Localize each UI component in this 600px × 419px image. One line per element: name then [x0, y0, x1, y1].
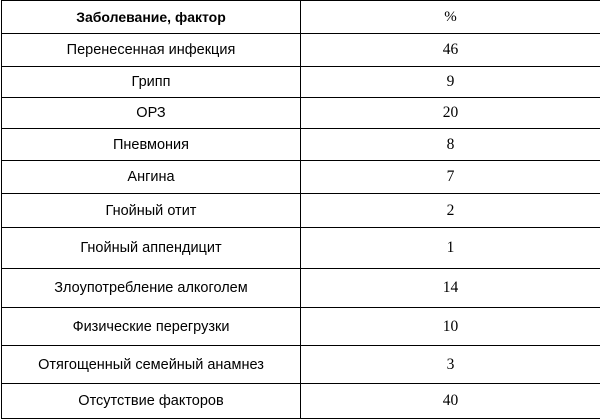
row-label: Пневмония [2, 129, 301, 161]
row-value: 46 [301, 34, 600, 67]
row-value: 14 [301, 269, 600, 308]
row-value: 3 [301, 346, 600, 384]
row-label: Физические перегрузки [2, 308, 301, 346]
table-body [2, 34, 600, 419]
row-value: 40 [301, 384, 600, 419]
table-header [2, 1, 600, 34]
table-row [2, 67, 600, 98]
header-percent: % [301, 1, 600, 34]
table-row [2, 346, 600, 384]
row-label: ОРЗ [2, 98, 301, 129]
row-value: 9 [301, 67, 600, 98]
table-row [2, 228, 600, 269]
row-value: 7 [301, 161, 600, 194]
table-row [2, 129, 600, 161]
row-label: Отсутствие факторов [2, 384, 301, 419]
row-label: Гнойный отит [2, 194, 301, 228]
table-row [2, 34, 600, 67]
row-value: 1 [301, 228, 600, 269]
row-label: Отягощенный семейный анамнез [2, 346, 301, 384]
row-value: 8 [301, 129, 600, 161]
header-row [2, 1, 600, 34]
row-label: Ангина [2, 161, 301, 194]
table-row [2, 384, 600, 419]
row-value: 10 [301, 308, 600, 346]
header-factor: Заболевание, фактор [2, 1, 301, 34]
row-value: 20 [301, 98, 600, 129]
row-label: Злоупотребление алкоголем [2, 269, 301, 308]
table-row [2, 161, 600, 194]
table-row [2, 269, 600, 308]
row-label: Грипп [2, 67, 301, 98]
row-label: Перенесенная инфекция [2, 34, 301, 67]
table-row [2, 308, 600, 346]
table-row [2, 194, 600, 228]
row-value: 2 [301, 194, 600, 228]
row-label: Гнойный аппендицит [2, 228, 301, 269]
data-table [1, 0, 600, 419]
table-row [2, 98, 600, 129]
